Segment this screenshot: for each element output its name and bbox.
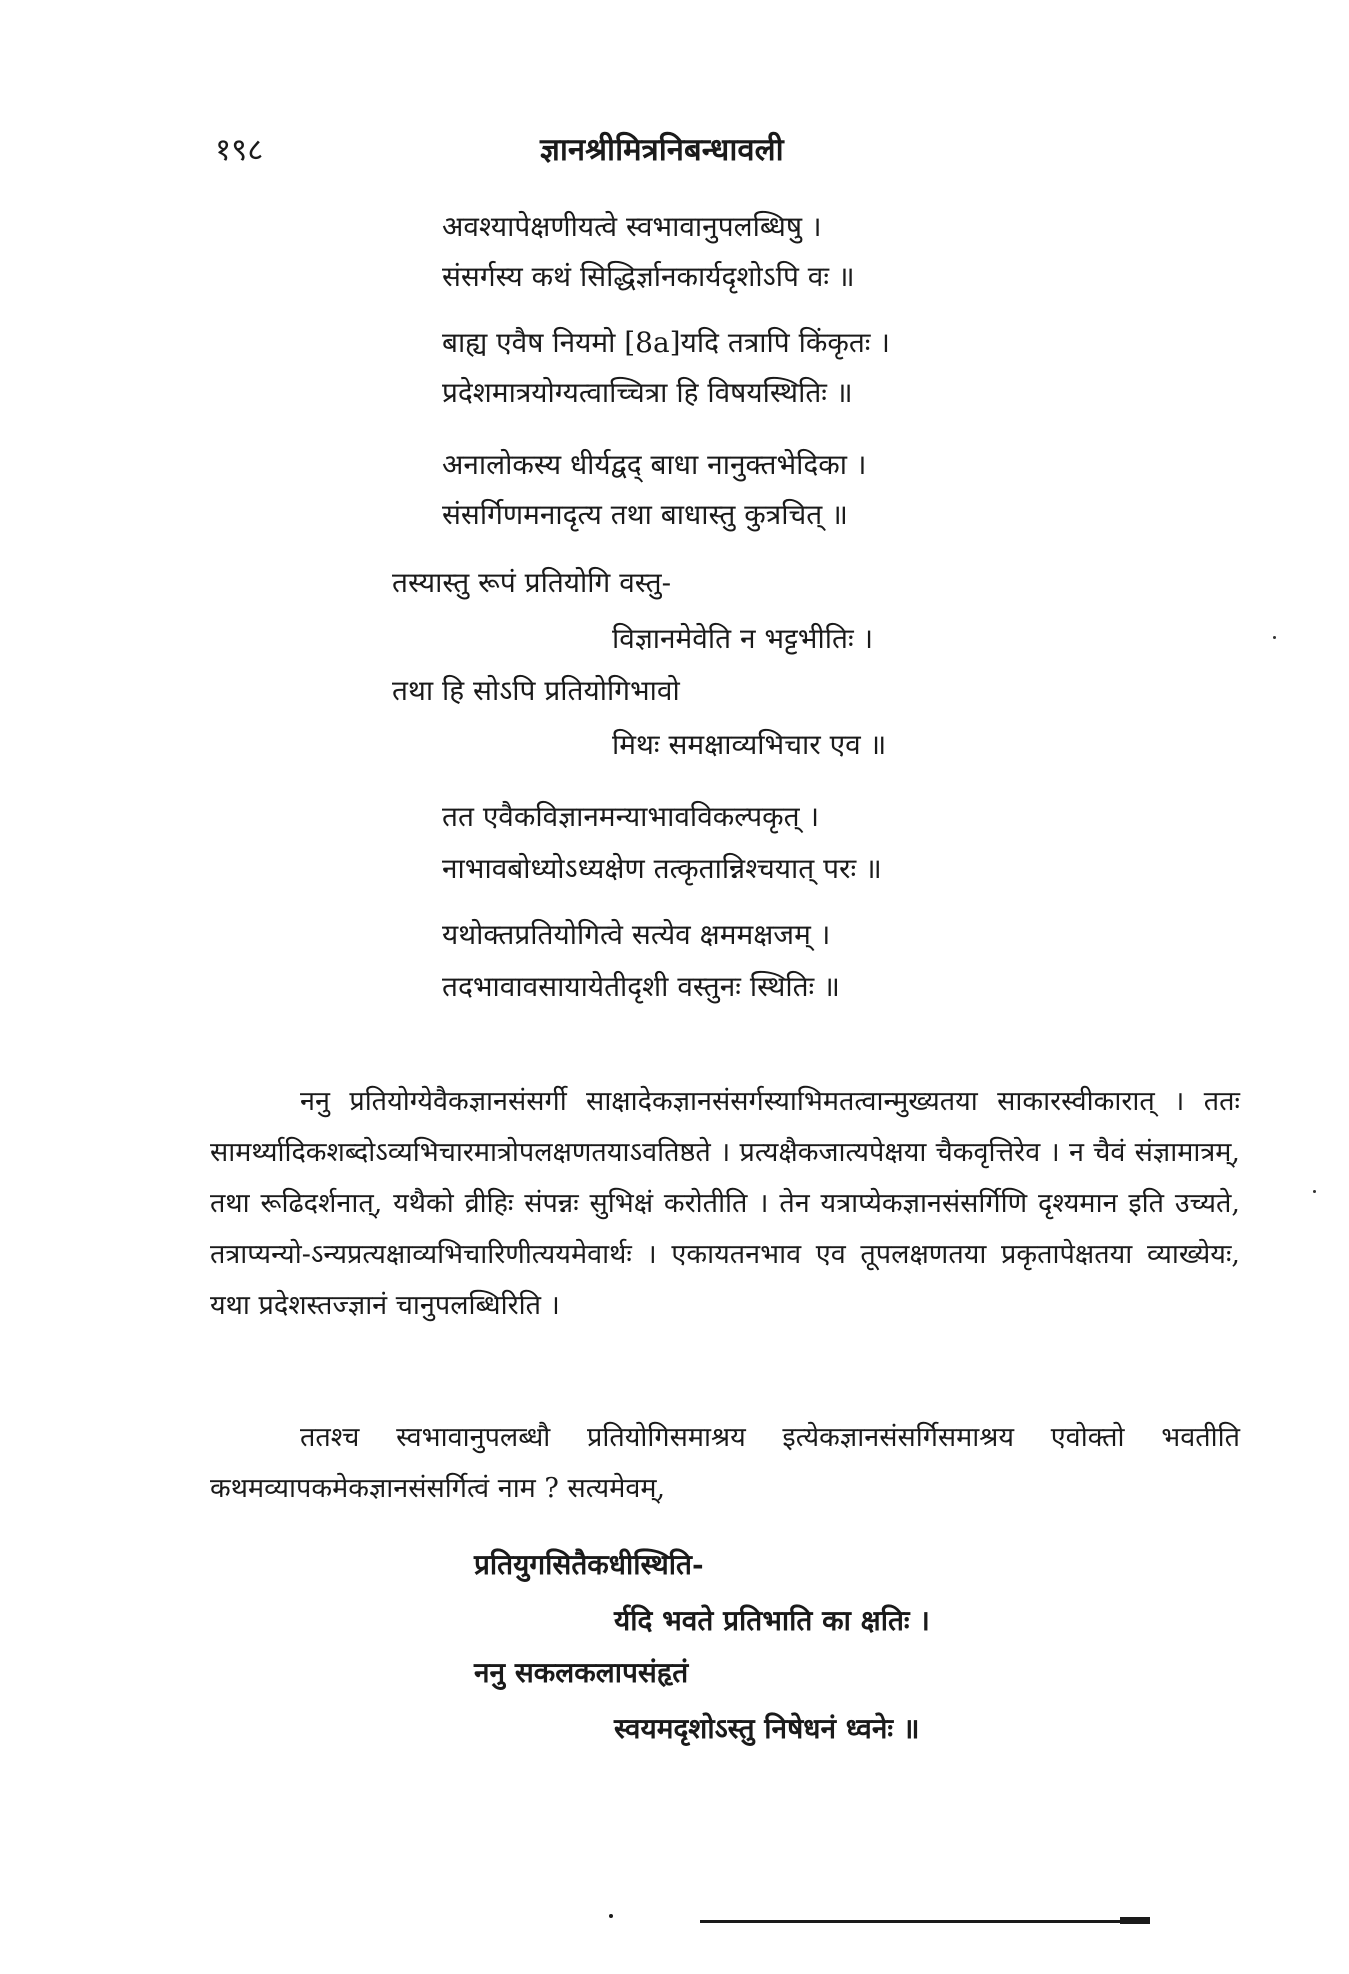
prose-paragraph: ननु प्रतियोग्येवैकज्ञानसंसर्गी साक्षादेकज्ञानसंसर्गस्याभिमतत्वान्मुख्यतया साकारस्वीकारात् । ततः सामर्थ्यादिकशब्दोऽव्यभिचारमात्रोपलक्षणतयाऽवतिष्ठते । प्रत्यक्षैकजात्यपेक्षया चैकवृत्तिरेव । न चैवं संज्ञामात्रम्, तथा रूढिदर्शनात्, यथैको व्रीहिः संपन्नः सुभिक्षं करोतीति । तेन यत्राप्येकज्ञानसंसर्गिणि दृश्यमान इति उच्यते, तत्राप्यन्यो-ऽन्यप्रत्यक्षाव्यभिचारिणीत्ययमेवार्थः । एकायतनभाव एव तूपलक्षणतया प्रकृतापेक्षतया व्याख्येयः, यथा प्रदेशस्तज्ज्ञानं चानुपलब्धिरिति ।: [210, 1086, 1240, 1321]
verse-line: अवश्यापेक्षणीयत्वे स्वभावानुपलब्धिषु ।: [442, 210, 822, 243]
bottom-rule: [700, 1920, 1148, 1923]
verse-line: स्वयमदृशोऽस्तु निषेधनं ध्वनेः ॥: [614, 1712, 920, 1745]
bottom-rule-end: [1120, 1917, 1150, 1924]
verse-line: तस्यास्तु रूपं प्रतियोगि वस्तु-: [392, 566, 672, 599]
verse-line: मिथः समक्षाव्यभिचार एव ॥: [612, 728, 887, 761]
scan-speck: [1313, 1190, 1316, 1193]
verse-line: ननु सकलकलापसंहृतं: [474, 1656, 689, 1689]
verse-line: तत एवैकविज्ञानमन्याभावविकल्पकृत् ।: [442, 800, 820, 833]
verse-line: बाह्य एवैष नियमो [8a]यदि तत्रापि किंकृतः ।: [442, 326, 890, 359]
verse-line: तथा हि सोऽपि प्रतियोगिभावो: [392, 674, 680, 707]
page-number: १९८: [215, 132, 264, 168]
scan-speck: [1273, 636, 1276, 639]
verse-line: तदभावावसायायेतीदृशी वस्तुनः स्थितिः ॥: [442, 970, 840, 1003]
running-title: ज्ञानश्रीमित्रनिबन्धावली: [540, 132, 784, 168]
verse-line: यथोक्तप्रतियोगित्वे सत्येव क्षममक्षजम् ।: [442, 918, 831, 951]
scan-speck: [609, 1914, 613, 1918]
verse-line: नाभावबोध्योऽध्यक्षेण तत्कृतान्निश्चयात् परः ॥: [442, 852, 882, 885]
prose-paragraph: ततश्च स्वभावानुपलब्धौ प्रतियोगिसमाश्रय इत्येकज्ञानसंसर्गिसमाश्रय एवोक्तो भवतीति कथमव्यापकमेकज्ञानसंसर्गित्वं नाम ? सत्यमेवम्,: [210, 1422, 1240, 1504]
verse-line: संसर्गिणमनादृत्य तथा बाधास्तु कुत्रचित् ॥: [442, 498, 848, 531]
verse-line: प्रदेशमात्रयोग्यत्वाच्चित्रा हि विषयस्थितिः ॥: [442, 376, 853, 409]
verse-line: प्रतियुगसितैकधीस्थिति-: [474, 1548, 704, 1581]
verse-line: अनालोकस्य धीर्यद्वद् बाधा नानुक्तभेदिका ।: [442, 448, 867, 481]
verse-line: र्यदि भवते प्रतिभाति का क्षतिः ।: [614, 1604, 930, 1637]
verse-line: विज्ञानमेवेति न भट्टभीतिः ।: [612, 622, 874, 655]
verse-line: संसर्गस्य कथं सिद्धिर्ज्ञानकार्यदृशोऽपि वः ॥: [442, 260, 855, 293]
